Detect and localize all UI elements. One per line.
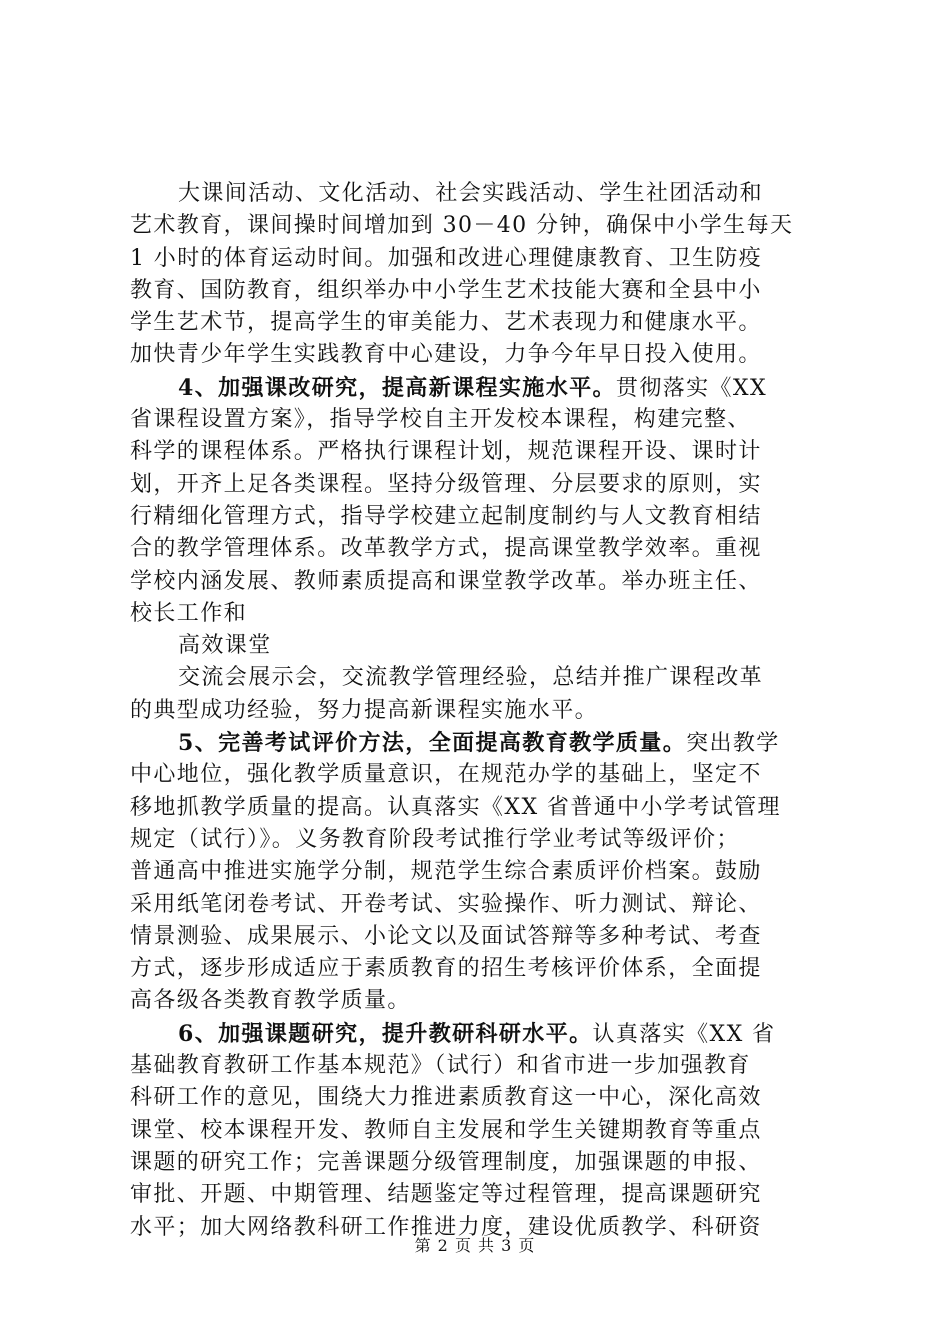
- line-text: 方式，逐步形成适应于素质教育的招生考核评价体系，全面提: [130, 956, 762, 982]
- text-line: [130, 339, 830, 371]
- line-text: 情景测验、成果展示、小论文以及面试答辩等多种考试、考查: [130, 923, 762, 949]
- text-line: [130, 792, 830, 824]
- line-text: 校长工作和: [130, 600, 248, 626]
- line-text: 水平；加大网络教科研工作推进力度，建设优质教学、科研资: [130, 1214, 762, 1240]
- text-line: [130, 566, 830, 598]
- text-line: [130, 889, 830, 921]
- text-line: [130, 1147, 830, 1179]
- line-text: 教育、国防教育，组织举办中小学生艺术技能大赛和全县中小: [130, 277, 762, 303]
- line-text: 高各级各类教育教学质量。: [130, 988, 411, 1014]
- text-line: [130, 275, 830, 307]
- text-line: [130, 501, 830, 533]
- text-line: [130, 759, 830, 791]
- line-text: 划，开齐上足各类课程。坚持分级管理、分层要求的原则，实: [130, 471, 762, 497]
- line-text: 采用纸笔闭卷考试、开卷考试、实验操作、听力测试、辩论、: [130, 891, 762, 917]
- text-line: [130, 727, 830, 759]
- line-text: 认真落实《XX 省: [592, 1021, 776, 1047]
- line-text: 基础教育教研工作基本规范》（试行）和省市进一步加强教育: [130, 1053, 751, 1079]
- text-line: [130, 404, 830, 436]
- line-text: 学校内涵发展、教师素质提高和课堂教学改革。举办班主任、: [130, 568, 762, 594]
- line-text: 中心地位，强化教学质量意识，在规范办学的基础上，坚定不: [130, 762, 762, 788]
- line-text: 交流会展示会，交流教学管理经验，总结并推广课程改革: [178, 665, 764, 691]
- line-text: 艺术教育，课间操时间增加到 30－40 分钟，确保中小学生每天: [130, 213, 794, 239]
- line-text: 贯彻落实《XX: [615, 375, 768, 401]
- line-text: 科研工作的意见，围绕大力推进素质教育这一中心，深化高效: [130, 1085, 762, 1111]
- text-line: [130, 1082, 830, 1114]
- line-text: 高效课堂: [178, 633, 272, 659]
- text-line: [130, 533, 830, 565]
- page-footer: 第 2 页 共 3 页: [414, 1236, 536, 1255]
- line-text: 大课间活动、文化活动、社会实践活动、学生社团活动和: [178, 181, 764, 206]
- text-line: [130, 307, 830, 339]
- text-line: [130, 921, 830, 953]
- text-line: [130, 824, 830, 856]
- section-heading: 5、完善考试评价方法，全面提高教育教学质量。: [178, 730, 687, 757]
- line-text: 科学的课程体系。严格执行课程计划，规范课程开设、课时计: [130, 439, 762, 465]
- text-line: [130, 598, 830, 630]
- text-line: [130, 372, 830, 404]
- line-text: 审批、开题、中期管理、结题鉴定等过程管理，提高课题研究: [130, 1182, 762, 1208]
- text-line: [130, 630, 830, 662]
- text-line: [130, 178, 830, 210]
- text-line: [130, 210, 830, 242]
- line-text: 行精细化管理方式，指导学校建立起制度制约与人文教育相结: [130, 503, 762, 529]
- text-line: [130, 1179, 830, 1211]
- line-text: 课堂、校本课程开发、教师自主发展和学生关键期教育等重点: [130, 1117, 762, 1143]
- text-line: [130, 436, 830, 468]
- text-line: [130, 243, 830, 275]
- line-text: 学生艺术节，提高学生的审美能力、艺术表现力和健康水平。: [130, 310, 762, 336]
- text-line: [130, 695, 830, 727]
- text-line: [130, 1050, 830, 1082]
- text-line: [130, 856, 830, 888]
- line-text: 突出教学: [686, 731, 780, 757]
- text-line: [130, 953, 830, 985]
- line-text: 的典型成功经验，努力提高新课程实施水平。: [130, 697, 599, 723]
- text-line: [130, 469, 830, 501]
- text-line: [130, 1018, 830, 1050]
- line-text: 普通高中推进实施学分制，规范学生综合素质评价档案。鼓励: [130, 859, 762, 885]
- line-text: 规定（试行）》。义务教育阶段考试推行学业考试等级评价；: [130, 826, 740, 852]
- section-heading: 6、加强课题研究，提升教研科研水平。: [178, 1020, 593, 1047]
- document-body: [130, 178, 830, 1244]
- line-text: 加快青少年学生实践教育中心建设，力争今年早日投入使用。: [130, 342, 762, 368]
- line-text: 省课程设置方案》，指导学校自主开发校本课程，构建完整、: [130, 407, 751, 433]
- text-line: [130, 1115, 830, 1147]
- line-text: 课题的研究工作；完善课题分级管理制度，加强课题的申报、: [130, 1149, 762, 1175]
- section-heading: 4、加强课改研究，提高新课程实施水平。: [178, 374, 616, 401]
- line-text: 1 小时的体育运动时间。加强和改进心理健康教育、卫生防疫: [130, 245, 763, 271]
- text-line: [130, 985, 830, 1017]
- line-text: 合的教学管理体系。改革教学方式，提高课堂教学效率。重视: [130, 536, 762, 562]
- line-text: 移地抓教学质量的提高。认真落实《XX 省普通中小学考试管理: [130, 794, 781, 820]
- text-line: [130, 662, 830, 694]
